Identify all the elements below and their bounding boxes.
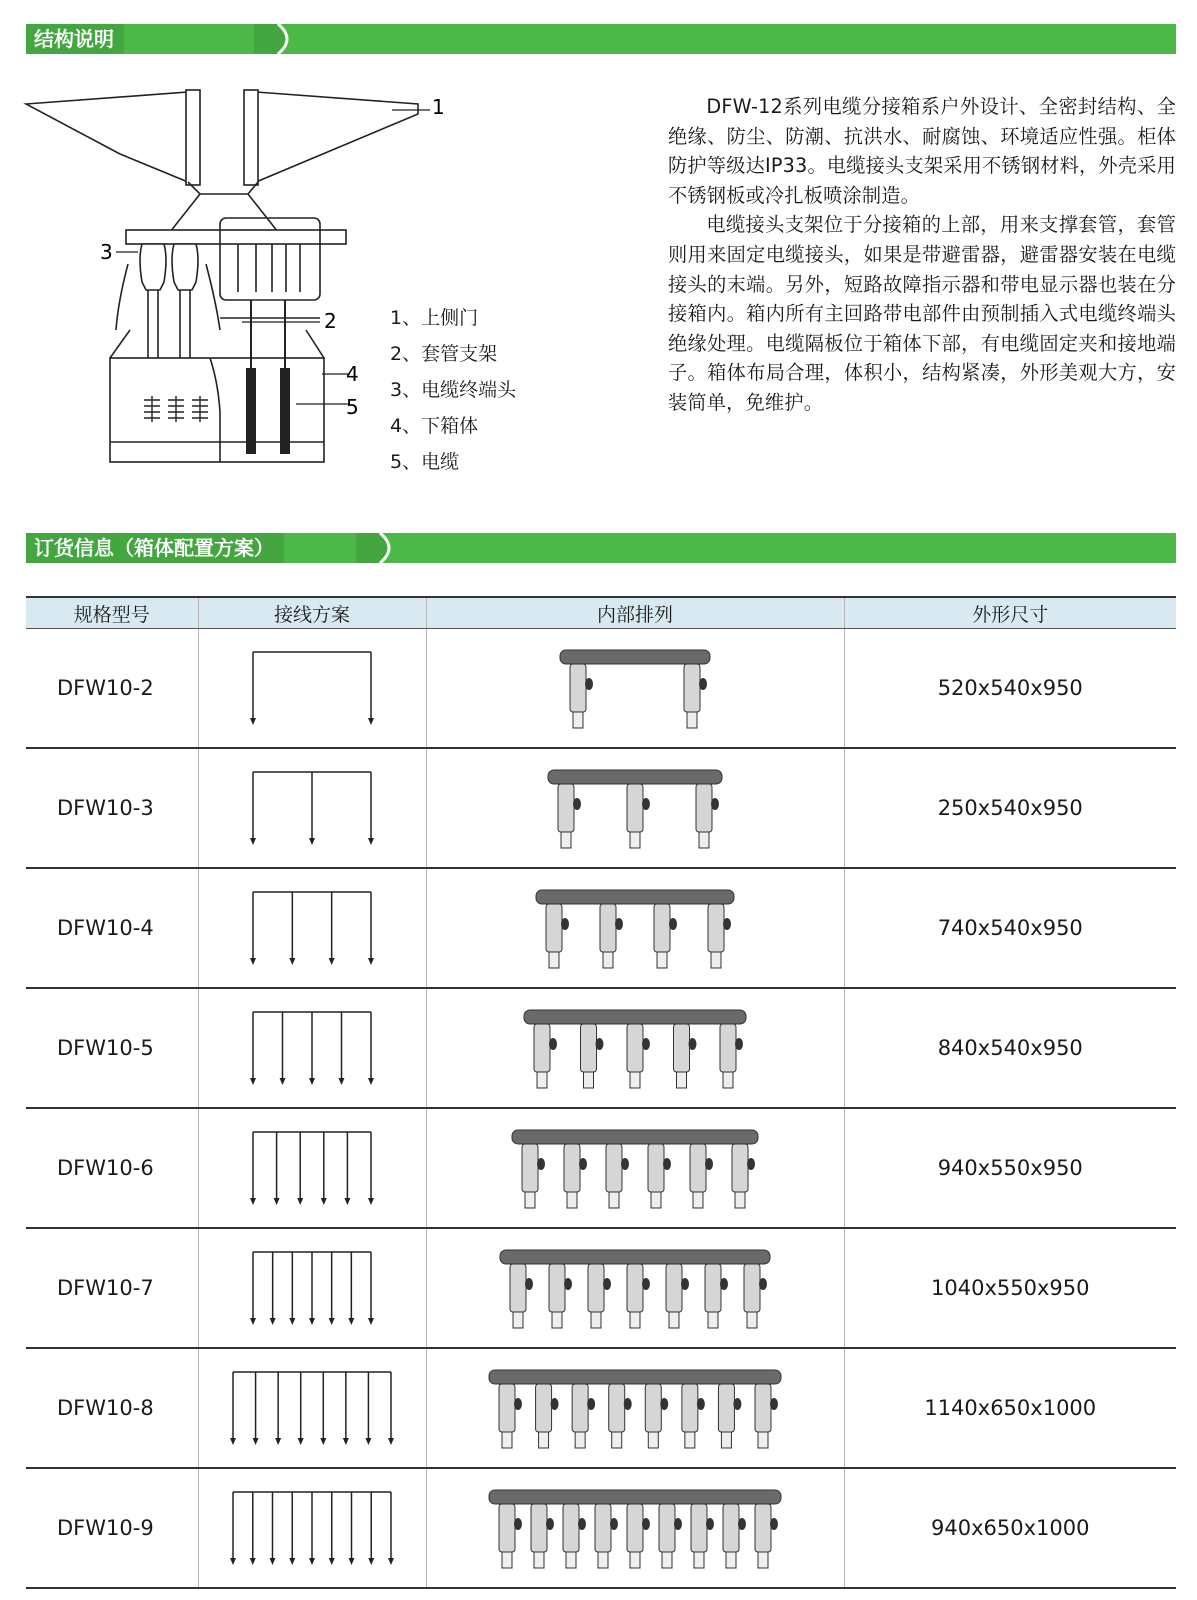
dimensions-cell: 740x540x950 (844, 868, 1176, 988)
cable-termination (684, 664, 707, 728)
cable-termination (645, 1384, 668, 1448)
arrow-down-icon (275, 1438, 281, 1445)
bushing-rail (548, 770, 722, 784)
arrangement-illustration (496, 1240, 774, 1336)
arrow-down-icon (339, 1078, 345, 1085)
arrangement-cell (426, 988, 844, 1108)
legend-item: 2、套管支架 (390, 343, 498, 365)
wiring-cell (198, 629, 426, 749)
arrow-down-icon (298, 1438, 304, 1445)
bushing-rail (500, 1250, 770, 1264)
cable-termination (718, 1384, 741, 1448)
cable-termination (682, 1384, 705, 1448)
arrangement-illustration (485, 1360, 785, 1456)
wiring-diagram (247, 1248, 377, 1328)
model-cell: DFW10-3 (26, 748, 198, 868)
arrow-down-icon (329, 1558, 335, 1565)
cable-termination (705, 1264, 728, 1328)
legend-item: 1、上侧门 (390, 307, 479, 329)
arrow-down-icon (309, 838, 315, 845)
bushing-rail (512, 1130, 758, 1144)
diagram-label-5: 5 (346, 395, 359, 419)
cable-termination (732, 1144, 755, 1208)
cable-termination (570, 664, 593, 728)
dimensions-cell: 840x540x950 (844, 988, 1176, 1108)
table-row (26, 1108, 1176, 1228)
wiring-diagram (247, 888, 377, 968)
cable-termination (627, 1024, 650, 1088)
table-row (26, 988, 1176, 1108)
wiring-diagram (247, 1008, 377, 1088)
arrow-down-icon (250, 838, 256, 845)
cable-termination (600, 904, 623, 968)
dimensions-cell: 250x540x950 (844, 748, 1176, 868)
arrow-down-icon (368, 1078, 374, 1085)
arrangement-illustration (532, 880, 738, 976)
arrow-down-icon (368, 958, 374, 965)
cable-termination (581, 1024, 604, 1088)
cable-termination (510, 1264, 533, 1328)
arrow-down-icon (280, 1078, 286, 1085)
arrow-down-icon (250, 1318, 256, 1325)
wiring-cell (198, 868, 426, 988)
band-tail-decoration (356, 533, 416, 563)
arrow-down-icon (348, 1318, 354, 1325)
arrow-down-icon (289, 1318, 295, 1325)
cable-termination (534, 1024, 557, 1088)
header-arrangement: 内部排列 (426, 597, 844, 629)
arrow-down-icon (250, 958, 256, 965)
table-row (26, 748, 1176, 868)
structure-description (668, 92, 1176, 418)
arrow-down-icon (368, 1318, 374, 1325)
bushing-rail (489, 1490, 781, 1504)
arrow-down-icon (388, 1558, 394, 1565)
cable-termination (674, 1024, 697, 1088)
cable-termination (659, 1504, 682, 1568)
diagram-legend (390, 300, 516, 480)
cable-termination (755, 1384, 778, 1448)
section-title-structure: 结构说明 (26, 24, 124, 54)
band-tail-decoration (254, 24, 314, 54)
arrangement-cell (426, 629, 844, 749)
section-title-order: 订货信息（箱体配置方案） (26, 533, 284, 563)
arrow-down-icon (270, 1318, 276, 1325)
arrow-down-icon (349, 1558, 355, 1565)
arrangement-illustration (544, 760, 726, 856)
cable-termination (720, 1024, 743, 1088)
table-row (26, 1348, 1176, 1468)
table-header-row (26, 597, 1176, 629)
model-cell: DFW10-4 (26, 868, 198, 988)
dimensions-cell: 1040x550x950 (844, 1228, 1176, 1348)
cable-termination (696, 784, 719, 848)
wiring-diagram (247, 768, 377, 848)
bushing-rail (524, 1010, 746, 1024)
arrow-down-icon (365, 1438, 371, 1445)
cable-termination (627, 1264, 650, 1328)
wiring-cell (198, 1468, 426, 1588)
model-cell: DFW10-6 (26, 1108, 198, 1228)
arrow-down-icon (320, 1438, 326, 1445)
arrangement-cell (426, 1228, 844, 1348)
cable-termination (536, 1384, 559, 1448)
diagram-label-1: 1 (432, 95, 445, 119)
diagram-label-4: 4 (346, 362, 359, 386)
arrow-down-icon (297, 1198, 303, 1205)
arrow-down-icon (230, 1438, 236, 1445)
cable-termination (499, 1384, 522, 1448)
arrangement-cell (426, 1468, 844, 1588)
cable-termination (558, 784, 581, 848)
wiring-cell (198, 1108, 426, 1228)
ordering-table (26, 596, 1176, 1589)
arrow-down-icon (289, 958, 295, 965)
arrangement-cell (426, 868, 844, 988)
cable-termination (690, 1144, 713, 1208)
wiring-cell (198, 748, 426, 868)
wiring-cell (198, 1348, 426, 1468)
arrow-down-icon (388, 1438, 394, 1445)
cable-termination (744, 1264, 767, 1328)
cable-termination (609, 1384, 632, 1448)
cable-termination (563, 1504, 586, 1568)
arrow-down-icon (230, 1558, 236, 1565)
arrangement-cell (426, 1108, 844, 1228)
wiring-diagram (227, 1368, 397, 1448)
arrow-down-icon (343, 1438, 349, 1445)
arrangement-illustration (485, 1480, 785, 1576)
arrow-down-icon (329, 1318, 335, 1325)
arrow-down-icon (250, 1078, 256, 1085)
cable-termination (648, 1144, 671, 1208)
wiring-diagram (227, 1488, 397, 1568)
arrow-down-icon (250, 1198, 256, 1205)
cable-termination (755, 1504, 778, 1568)
wiring-cell (198, 988, 426, 1108)
bushing-rail (489, 1370, 781, 1384)
cable-termination (708, 904, 731, 968)
section-band-structure (26, 24, 1176, 54)
arrow-down-icon (368, 718, 374, 725)
cable-termination (606, 1144, 629, 1208)
diagram-label-3: 3 (100, 240, 113, 264)
header-dimensions: 外形尺寸 (844, 597, 1176, 629)
arrow-down-icon (289, 1558, 295, 1565)
cable-termination (595, 1504, 618, 1568)
table-row (26, 1468, 1176, 1588)
arrow-down-icon (309, 1318, 315, 1325)
table-row (26, 629, 1176, 749)
dimensions-cell: 940x650x1000 (844, 1468, 1176, 1588)
bushing-rail (536, 890, 734, 904)
wiring-diagram (247, 1128, 377, 1208)
model-cell: DFW10-7 (26, 1228, 198, 1348)
cable-termination (666, 1264, 689, 1328)
section-band-order (26, 533, 1176, 563)
arrangement-cell (426, 1348, 844, 1468)
cable-termination (531, 1504, 554, 1568)
table-row (26, 1228, 1176, 1348)
arrow-down-icon (329, 958, 335, 965)
arrangement-cell (426, 748, 844, 868)
cable-termination (549, 1264, 572, 1328)
cable-termination (627, 784, 650, 848)
wiring-cell (198, 1228, 426, 1348)
arrow-down-icon (250, 718, 256, 725)
cable-termination (654, 904, 677, 968)
model-cell: DFW10-5 (26, 988, 198, 1108)
wiring-diagram (247, 648, 377, 728)
cable-termination (723, 1504, 746, 1568)
bushing-rail (560, 650, 710, 664)
description-paragraph: DFW-12系列电缆分接箱系户外设计、全密封结构、全绝缘、防尘、防潮、抗洪水、耐腐蚀、环境适应性强。柜体防护等级达IP33。电缆接头支架采用不锈钢材料，外壳采用不锈钢板或冷扎板喷涂制造。 (668, 95, 1176, 207)
arrow-down-icon (368, 1198, 374, 1205)
cable-termination (691, 1504, 714, 1568)
arrow-down-icon (368, 838, 374, 845)
header-wiring: 接线方案 (198, 597, 426, 629)
legend-item: 3、电缆终端头 (390, 379, 517, 401)
arrangement-illustration (508, 1120, 762, 1216)
cable-termination (588, 1264, 611, 1328)
model-cell: DFW10-2 (26, 629, 198, 749)
cable-termination (564, 1144, 587, 1208)
cable-termination (499, 1504, 522, 1568)
cable-termination (627, 1504, 650, 1568)
arrangement-illustration (520, 1000, 750, 1096)
legend-item: 4、下箱体 (390, 415, 479, 437)
cable-termination (522, 1144, 545, 1208)
dimensions-cell: 940x550x950 (844, 1108, 1176, 1228)
description-paragraph: 电缆接头支架位于分接箱的上部，用来支撑套管，套管则用来固定电缆接头，如果是带避雷器，避雷器安装在电缆接头的末端。另外，短路故障指示器和带电显示器也装在分接箱内。箱内所有主回路带电部件由预制插入式电缆终端头绝缘处理。电缆隔板位于箱体下部，有电缆固定夹和接地端子。箱体布局合理，体积小，结构紧凑，外形美观大方，安装简单，免维护。 (668, 213, 1176, 414)
arrow-down-icon (309, 1558, 315, 1565)
dimensions-cell: 520x540x950 (844, 629, 1176, 749)
arrangement-illustration (556, 640, 714, 736)
legend-item: 5、电缆 (390, 451, 460, 473)
diagram-label-2: 2 (324, 309, 337, 333)
arrow-down-icon (344, 1198, 350, 1205)
arrow-down-icon (368, 1558, 374, 1565)
cable-termination (546, 904, 569, 968)
arrow-down-icon (274, 1198, 280, 1205)
model-cell: DFW10-8 (26, 1348, 198, 1468)
cable-termination (572, 1384, 595, 1448)
model-cell: DFW10-9 (26, 1468, 198, 1588)
arrow-down-icon (250, 1558, 256, 1565)
table-row (26, 868, 1176, 988)
header-model: 规格型号 (26, 597, 198, 629)
arrow-down-icon (321, 1198, 327, 1205)
dimensions-cell: 1140x650x1000 (844, 1348, 1176, 1468)
arrow-down-icon (253, 1438, 259, 1445)
arrow-down-icon (270, 1558, 276, 1565)
arrow-down-icon (309, 1078, 315, 1085)
